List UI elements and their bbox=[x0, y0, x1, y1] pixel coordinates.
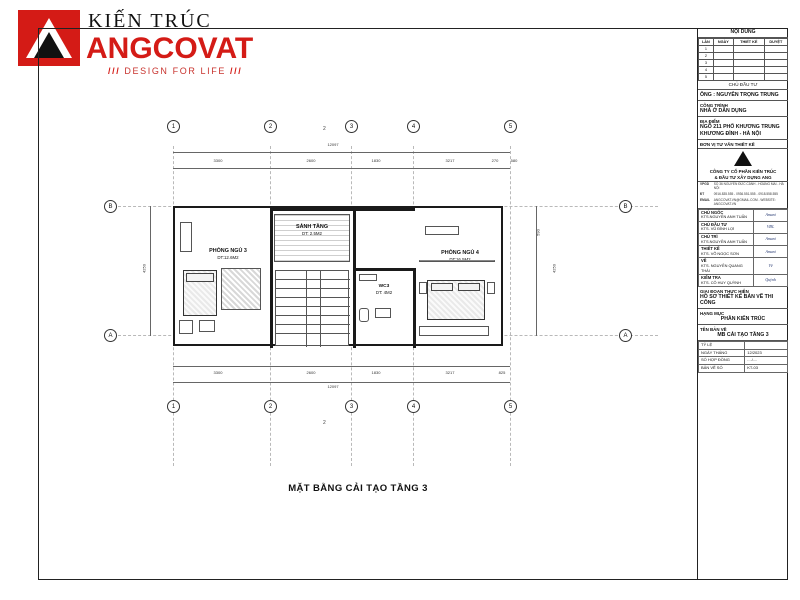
dim-bottom-1: 3300 bbox=[213, 370, 223, 375]
toilet-fixture bbox=[359, 308, 369, 322]
title-block-panel bbox=[697, 28, 788, 580]
dimline-top-segments bbox=[173, 168, 510, 169]
pillow-furniture bbox=[431, 283, 453, 291]
signature-mark: Amuni bbox=[754, 233, 788, 245]
company-contact bbox=[698, 182, 788, 208]
revision-table bbox=[698, 38, 788, 81]
date-label: NGÀY THÁNG bbox=[699, 349, 745, 357]
grid-bubble-top-3: 3 bbox=[345, 120, 358, 133]
category-label: HẠNG MỤC bbox=[700, 310, 725, 316]
signature-name: KTS.NGUYỄN ANH TUẤN bbox=[701, 214, 747, 220]
company-name bbox=[698, 168, 788, 182]
signature-table bbox=[698, 209, 788, 288]
owner-label: CHỦ ĐẦU TƯ bbox=[698, 81, 788, 90]
table-row: 1 bbox=[699, 45, 788, 52]
revision-col-thietke: THIẾT KẾ bbox=[733, 38, 764, 45]
revision-col-lan: LẦN bbox=[699, 38, 714, 45]
grid-bubble-bottom-5: 5 bbox=[504, 400, 517, 413]
table-row bbox=[699, 349, 788, 357]
dim-bottom-total: 12097 bbox=[327, 384, 339, 389]
signature-mark: Quỳnh bbox=[754, 275, 788, 287]
contact-row: EMAIL ANGCOVAT.VN@GMAIL.COM - WEBSITE: ANGCOVAT.VN bbox=[700, 197, 776, 206]
grid-bubble-right-B: B bbox=[619, 200, 632, 213]
revision-table-header: NỘI DUNG bbox=[698, 28, 788, 38]
signature-mark: Amuni bbox=[754, 209, 788, 221]
dimline-left bbox=[150, 206, 151, 336]
pillow-furniture bbox=[186, 273, 214, 282]
revision-col-duyet: DUYỆT bbox=[764, 38, 787, 45]
interior-wall-3 bbox=[353, 268, 415, 271]
signature-name: KTS. VÕ NGỌC SƠN bbox=[701, 250, 739, 256]
dimline-top-overall bbox=[173, 152, 510, 153]
table-row bbox=[699, 365, 788, 373]
company-mark-icon bbox=[698, 149, 788, 168]
room-area: DT: 2.5M2 bbox=[301, 231, 322, 237]
table-row bbox=[699, 233, 788, 245]
cabinet-furniture bbox=[199, 320, 215, 332]
dimline-bottom-segments bbox=[173, 366, 510, 367]
interior-wall-2 bbox=[353, 208, 356, 348]
category-value: PHẦN KIẾN TRÚC bbox=[720, 315, 766, 322]
signature-name: KTS. CÔ HUY QUỲNH bbox=[701, 279, 741, 285]
sheet-name-value: MB CẢI TẠO TẦNG 3 bbox=[717, 331, 769, 338]
grid-axis-5 bbox=[510, 146, 511, 466]
plan-caption: MẶT BẰNG CẢI TẠO TẦNG 3 bbox=[288, 483, 428, 494]
scale-label: TỶ LỆ bbox=[699, 342, 745, 350]
sheet-name-row bbox=[698, 325, 788, 341]
grid-bubble-left-B: B bbox=[104, 200, 117, 213]
table-row bbox=[699, 246, 788, 258]
room-label-bedroom3 bbox=[193, 248, 263, 262]
table-row bbox=[699, 258, 788, 275]
dim-bottom-2: 2600 bbox=[306, 370, 316, 375]
dim-top-3: 1830 bbox=[371, 158, 381, 163]
pillow-furniture bbox=[458, 283, 480, 291]
room-name: PHÒNG NGỦ 3 bbox=[209, 248, 247, 254]
table-row bbox=[699, 209, 788, 221]
table-row bbox=[699, 342, 788, 350]
staircase bbox=[275, 270, 349, 346]
dim-bottom-4: 3217 bbox=[445, 370, 455, 375]
grid-bubble-left-A: A bbox=[104, 329, 117, 342]
sheet-no-label: BẢN VẼ SỐ bbox=[699, 365, 745, 373]
logo-tagline-text: DESIGN FOR LIFE bbox=[124, 66, 226, 76]
table-row: 4 bbox=[699, 66, 788, 73]
scale-value bbox=[745, 342, 788, 350]
dim-right-1: 590 bbox=[535, 229, 541, 236]
room-label-landing bbox=[277, 224, 347, 238]
table-row: 2 bbox=[699, 52, 788, 59]
grid-bubble-right-A: A bbox=[619, 329, 632, 342]
dim-top-2: 2600 bbox=[306, 158, 316, 163]
dim-top-1: 3300 bbox=[213, 158, 223, 163]
signature-mark: VĐL bbox=[754, 221, 788, 233]
room-label-wc3 bbox=[357, 284, 411, 297]
grid-bubble-bottom-3: 3 bbox=[345, 400, 358, 413]
rug-furniture bbox=[221, 268, 261, 310]
dim-top-5: 270 bbox=[491, 158, 499, 163]
grid-bubble-bottom-2: 2 bbox=[264, 400, 277, 413]
room-name: SẢNH TẦNG bbox=[295, 224, 329, 230]
interior-wall-5 bbox=[270, 208, 415, 211]
contract-value: ..../.... bbox=[745, 357, 788, 365]
nightstand-furniture bbox=[487, 282, 495, 294]
shower-fixture bbox=[375, 308, 391, 318]
company-name-line1: CÔNG TY CỔ PHẦN KIẾN TRÚC bbox=[709, 169, 777, 175]
contract-label: SỐ HỢP ĐỒNG bbox=[699, 357, 745, 365]
table-row bbox=[699, 275, 788, 287]
dim-left-1: 4250 bbox=[141, 264, 147, 273]
revision-col-ngay: NGÀY bbox=[713, 38, 733, 45]
contact-row: VPGD SỐ 36 NGUYỄN ĐỨC CẢNH - HOÀNG MAI - HÀ NỘI bbox=[700, 182, 784, 191]
dim-top-6: 580 bbox=[510, 158, 518, 163]
room-name: PHÒNG NGỦ 4 bbox=[441, 250, 479, 256]
owner-value: ÔNG : NGUYỄN TRỌNG TRUNG bbox=[700, 91, 779, 98]
stage-label: GIAI ĐOẠN THỰC HIỆN bbox=[700, 288, 749, 294]
room-area: DT:12.6M2 bbox=[217, 255, 239, 261]
logo-tagline: /// DESIGN FOR LIFE /// bbox=[108, 66, 243, 76]
nightstand-furniture bbox=[179, 320, 193, 334]
project-label: CÔNG TRÌNH bbox=[700, 102, 728, 108]
company-name-line2: & ĐẦU TƯ XÂY DỰNG ANG bbox=[714, 174, 772, 180]
location-value: NGÕ 211 PHỐ KHƯƠNG TRUNG bbox=[700, 123, 780, 130]
dim-bottom-5: 825 bbox=[498, 370, 506, 375]
building-outline bbox=[173, 206, 503, 346]
interior-wall-1 bbox=[270, 208, 273, 348]
signature-name: KTS. VŨ ĐÌNH LỢI bbox=[701, 226, 735, 232]
floor-plan-drawing bbox=[38, 28, 697, 580]
nightstand-furniture bbox=[419, 282, 427, 294]
stage-value: HỒ SƠ THIẾT KẾ BẢN VẼ THI CÔNG bbox=[700, 293, 774, 306]
logo-text-primary: KIẾN TRÚC bbox=[88, 10, 212, 32]
owner-value-row bbox=[698, 90, 788, 101]
grid-bubble-top-4: 4 bbox=[407, 120, 420, 133]
table-row: 5 bbox=[699, 73, 788, 80]
sink-fixture bbox=[359, 274, 377, 281]
sheet-name-label: TÊN BẢN VẼ bbox=[700, 326, 727, 332]
grid-bubble-top-1: 1 bbox=[167, 120, 180, 133]
interior-wall-4 bbox=[413, 268, 416, 348]
desk-furniture bbox=[425, 226, 459, 235]
category-row bbox=[698, 309, 788, 325]
signature-role: THIẾT KẾ bbox=[701, 246, 720, 252]
signature-role: VẼ bbox=[701, 258, 707, 264]
date-value: 12/2023 bbox=[745, 349, 788, 357]
signature-role: KIỂM TRA bbox=[701, 275, 721, 281]
sheet-no-value: KT-03 bbox=[745, 365, 788, 373]
location-value-2: KHƯƠNG ĐÌNH - HÀ NỘI bbox=[700, 130, 761, 137]
project-value: NHÀ Ở DÂN DỤNG bbox=[700, 107, 747, 114]
table-row bbox=[699, 357, 788, 365]
location-label: ĐỊA ĐIỂM bbox=[700, 118, 720, 124]
table-row: 3 bbox=[699, 59, 788, 66]
stage-row bbox=[698, 287, 788, 309]
section-mark-top: 2 bbox=[323, 126, 326, 132]
signature-role: CHỦ NGỐC bbox=[701, 209, 724, 215]
consultant-label-row bbox=[698, 140, 788, 149]
room-name: WC3 bbox=[378, 284, 390, 289]
grid-bubble-top-5: 5 bbox=[504, 120, 517, 133]
signature-role: CHỦ ĐẦU TƯ bbox=[701, 221, 727, 227]
grid-bubble-top-2: 2 bbox=[264, 120, 277, 133]
dim-right-2: 4250 bbox=[551, 264, 557, 273]
room-area: DT: 4M2 bbox=[375, 290, 393, 296]
location-row bbox=[698, 117, 788, 140]
section-mark-bottom: 2 bbox=[323, 420, 326, 426]
signature-role: CHỦ TRÌ bbox=[701, 233, 718, 239]
wardrobe-furniture bbox=[180, 222, 192, 252]
signature-name: KTS.NGUYỄN ANH TUẤN bbox=[701, 238, 747, 244]
project-row bbox=[698, 101, 788, 117]
dimline-bottom-overall bbox=[173, 382, 510, 383]
grid-bubble-bottom-1: 1 bbox=[167, 400, 180, 413]
signature-name: KTS. NGUYỄN QUANG THÁI bbox=[701, 263, 743, 273]
wardrobe-furniture bbox=[419, 326, 489, 336]
signature-mark: Vẽ bbox=[754, 258, 788, 275]
contact-row: ĐT 0916.835.555 - 0936.551.555 - 0918.558.555 bbox=[700, 192, 778, 197]
dim-top-total: 12097 bbox=[327, 142, 339, 147]
sheet-meta-table bbox=[698, 341, 788, 372]
wall-line bbox=[419, 260, 495, 262]
logo-text-brand: ANGCOVAT bbox=[86, 32, 254, 65]
signature-mark: Amuni bbox=[754, 246, 788, 258]
dim-top-4: 3217 bbox=[445, 158, 455, 163]
dim-bottom-3: 1830 bbox=[371, 370, 381, 375]
consultant-label: ĐƠN VỊ TƯ VẤN THIẾT KẾ bbox=[700, 141, 755, 147]
table-row bbox=[699, 221, 788, 233]
grid-bubble-bottom-4: 4 bbox=[407, 400, 420, 413]
